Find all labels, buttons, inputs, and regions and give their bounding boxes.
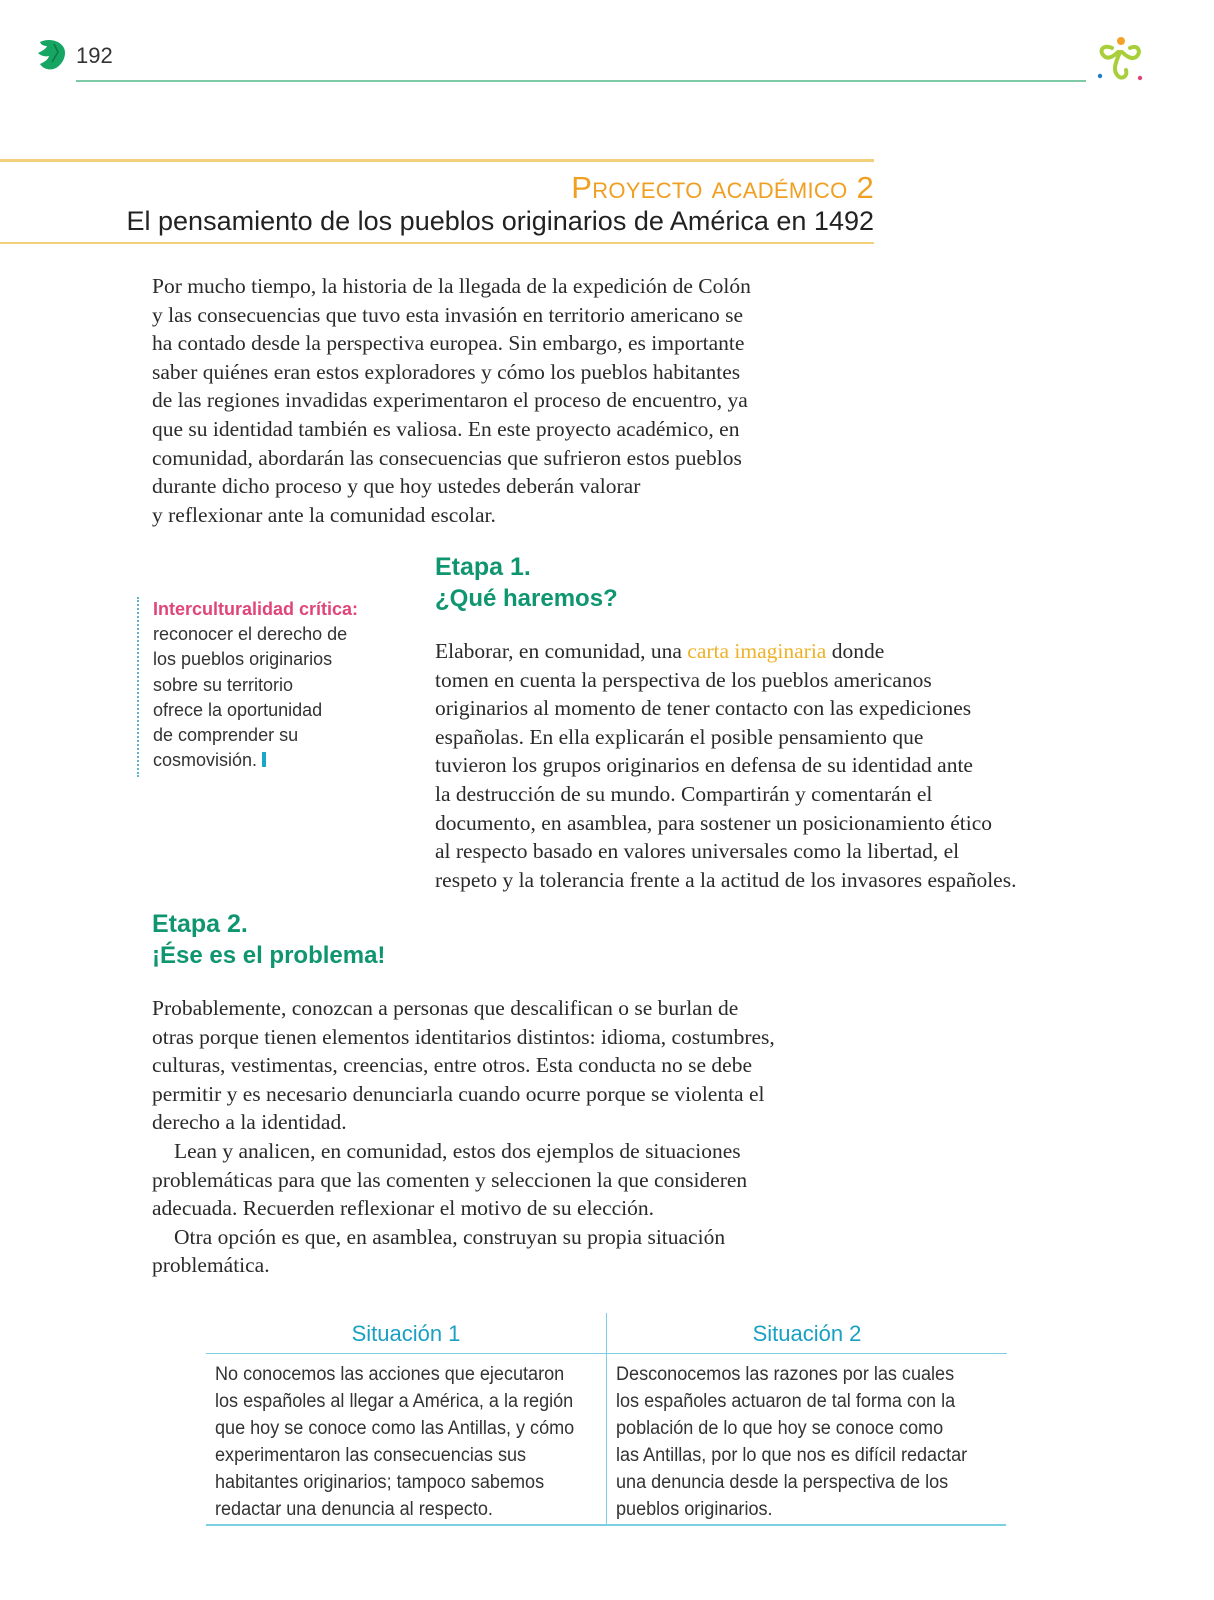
situation-line: No conocemos las acciones que ejecutaron: [215, 1364, 565, 1385]
stage1-heading: [435, 551, 618, 615]
situation-line: experimentaron las consecuencias sus: [215, 1445, 527, 1466]
stage1-line: documento, en asamblea, para sostener un posicionamiento ético: [435, 810, 993, 835]
title-top-rule: [0, 159, 874, 162]
side-note-title: Interculturalidad crítica:: [153, 599, 359, 619]
situation-2-column: [606, 1313, 1007, 1525]
intro-line: comunidad, abordarán las consecuencias que sufrieron estos pueblos: [152, 445, 742, 470]
situation-line: pueblos originarios.: [616, 1499, 773, 1520]
stage1-line: respeto y la tolerancia frente a la actitud de los invasores españoles.: [435, 867, 1017, 892]
stage2-line: problemáticas para que las comenten y seleccionen la que consideren: [152, 1167, 748, 1192]
situation-2-text: [616, 1361, 982, 1523]
stage2-line: permitir y es necesario denunciarla cuando ocurre porque se violenta el: [152, 1081, 765, 1106]
situation-line: Desconocemos las razones por las cuales: [616, 1364, 955, 1385]
intro-line: y las consecuencias que tuvo esta invasión en territorio americano se: [152, 302, 744, 327]
stage1-line: la destrucción de su mundo. Compartirán y comentarán el: [435, 781, 933, 806]
table-bottom-rule: [206, 1524, 1006, 1526]
situation-line: los españoles al llegar a América, a la región: [215, 1391, 574, 1412]
stage1-line: originarios al momento de tener contacto con las expediciones: [435, 696, 972, 721]
stage2-line: adecuada. Recuerden reflexionar el motivo de su elección.: [152, 1196, 655, 1221]
intro-paragraph: [152, 272, 812, 529]
situation-line: población de lo que hoy se conoce como: [616, 1418, 944, 1439]
intro-line: ha contado desde la perspectiva europea. Sin embargo, es importante: [152, 331, 745, 356]
header-rule: [76, 80, 1086, 82]
stage1-line: españolas. En ella explicarán el posible pensamiento que: [435, 724, 924, 749]
intro-line: de las regiones invadidas experimentaron el proceso de encuentro, ya: [152, 388, 748, 413]
stage2-subheading: ¡Ése es el problema!: [152, 942, 386, 969]
side-note-line: reconocer el derecho de: [153, 624, 348, 645]
stage1-number: Etapa 1.: [435, 553, 531, 581]
situation-line: habitantes originarios; tampoco sabemos: [215, 1472, 545, 1493]
stage2-line: otras porque tienen elementos identitarios distintos: idioma, costumbres,: [152, 1024, 775, 1049]
stage2-number: Etapa 2.: [152, 910, 248, 938]
situation-line: las Antillas, por lo que nos es difícil redactar: [616, 1445, 968, 1466]
end-mark-icon: [262, 752, 266, 767]
intro-line: durante dicho proceso y que hoy ustedes deberán valorar: [152, 474, 641, 499]
stage2-line: derecho a la identidad.: [152, 1110, 347, 1135]
stage2-paragraph-1: [152, 994, 842, 1137]
highlighted-term: carta imaginaria: [687, 639, 827, 663]
stage2-paragraph-2: [152, 1137, 842, 1223]
situation-1-column: [206, 1313, 606, 1525]
situation-1-heading: Situación 1: [206, 1313, 606, 1354]
stage2-line: culturas, vestimentas, creencias, entre otros. Esta conducta no se debe: [152, 1053, 752, 1078]
stage1-subheading: ¿Qué haremos?: [435, 585, 618, 612]
stage1-line: Elaborar, en comunidad, una: [435, 639, 688, 663]
project-label: Proyecto académico 2: [571, 170, 874, 205]
stage2-body: [152, 994, 842, 1280]
side-note-line: de comprender su: [153, 725, 299, 746]
situations-table: [206, 1313, 1006, 1525]
multicolor-figure-logo-icon: [1090, 32, 1146, 88]
stage2-line: Lean y analicen, en comunidad, estos dos ejemplos de situaciones: [174, 1138, 741, 1163]
intro-line: Por mucho tiempo, la historia de la llegada de la expedición de Colón: [152, 274, 751, 298]
side-note-line: ofrece la oportunidad: [153, 699, 323, 720]
situation-2-heading: Situación 2: [607, 1313, 1007, 1354]
title-bottom-rule: [0, 242, 874, 244]
intro-line: que su identidad también es valiosa. En este proyecto académico, en: [152, 416, 740, 441]
stage1-line: al respecto basado en valores universales como la libertad, el: [435, 839, 960, 864]
side-note: [137, 597, 393, 777]
situation-line: redactar una denuncia al respecto.: [215, 1499, 493, 1520]
stage2-paragraph-3: [152, 1223, 842, 1280]
stage1-line: donde: [826, 639, 885, 663]
stage1-line: tuvieron los grupos originarios en defensa de su identidad ante: [435, 753, 973, 778]
page-number: 192: [76, 43, 113, 68]
intro-line: y reflexionar ante la comunidad escolar.: [152, 502, 496, 527]
project-title: El pensamiento de los pueblos originarios de América en 1492: [126, 206, 874, 236]
stage1-paragraph: [435, 637, 1075, 894]
situation-1-text: [215, 1361, 581, 1523]
green-leaf-icon: [34, 38, 68, 72]
side-note-line: sobre su territorio: [153, 674, 294, 695]
stage2-heading: [152, 908, 385, 972]
situation-line: que hoy se conoce como las Antillas, y cómo: [215, 1418, 575, 1439]
situation-line: los españoles actuaron de tal forma con la: [616, 1391, 956, 1412]
stage1-line: tomen en cuenta la perspectiva de los pueblos americanos: [435, 667, 932, 692]
intro-line: saber quiénes eran estos exploradores y cómo los pueblos habitantes: [152, 359, 741, 384]
side-note-line: cosmovisión.: [153, 750, 258, 771]
situation-line: una denuncia desde la perspectiva de los: [616, 1472, 949, 1493]
stage2-line: Probablemente, conozcan a personas que descalifican o se burlan de: [152, 996, 739, 1020]
side-note-line: los pueblos originarios: [153, 649, 333, 670]
stage2-line: Otra opción es que, en asamblea, construyan su propia situación: [174, 1224, 726, 1249]
stage2-line: problemática.: [152, 1253, 270, 1278]
